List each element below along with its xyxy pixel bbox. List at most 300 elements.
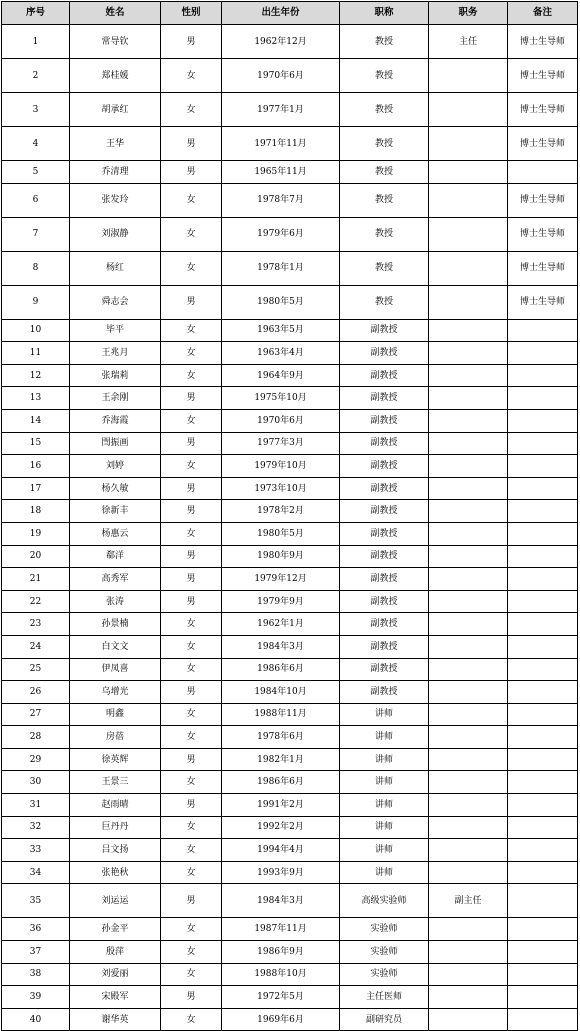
table-row bbox=[2, 816, 578, 839]
cell-gender: 男 bbox=[161, 127, 222, 161]
table-row bbox=[2, 217, 578, 251]
cell-index: 14 bbox=[2, 409, 70, 432]
cell-note bbox=[508, 590, 578, 613]
cell-title: 讲师 bbox=[340, 771, 429, 794]
cell-position bbox=[429, 93, 508, 127]
cell-birth: 1984年3月 bbox=[222, 884, 340, 918]
cell-gender: 男 bbox=[161, 477, 222, 500]
cell-birth: 1977年3月 bbox=[222, 432, 340, 455]
cell-name: 杨久敏 bbox=[70, 477, 161, 500]
cell-name: 杨惠云 bbox=[70, 522, 161, 545]
cell-index: 31 bbox=[2, 794, 70, 817]
cell-position bbox=[429, 477, 508, 500]
cell-birth: 1973年10月 bbox=[222, 477, 340, 500]
cell-position bbox=[429, 590, 508, 613]
cell-note bbox=[508, 918, 578, 941]
table-row bbox=[2, 455, 578, 478]
cell-name: 徐新丰 bbox=[70, 500, 161, 523]
cell-title: 讲师 bbox=[340, 748, 429, 771]
cell-name: 房蓓 bbox=[70, 726, 161, 749]
cell-name: 伊凤喜 bbox=[70, 658, 161, 681]
table-row bbox=[2, 93, 578, 127]
table-row bbox=[2, 545, 578, 568]
cell-gender: 男 bbox=[161, 25, 222, 59]
cell-note bbox=[508, 342, 578, 365]
cell-gender: 男 bbox=[161, 285, 222, 319]
cell-name: 毕平 bbox=[70, 319, 161, 342]
cell-index: 15 bbox=[2, 432, 70, 455]
cell-birth: 1975年10月 bbox=[222, 387, 340, 410]
cell-position bbox=[429, 941, 508, 964]
cell-position bbox=[429, 986, 508, 1009]
cell-position bbox=[429, 568, 508, 591]
cell-index: 40 bbox=[2, 1008, 70, 1031]
cell-gender: 女 bbox=[161, 816, 222, 839]
cell-birth: 1963年5月 bbox=[222, 319, 340, 342]
cell-index: 3 bbox=[2, 93, 70, 127]
cell-title: 副教授 bbox=[340, 613, 429, 636]
cell-title: 讲师 bbox=[340, 726, 429, 749]
cell-note bbox=[508, 658, 578, 681]
cell-note bbox=[508, 387, 578, 410]
cell-position bbox=[429, 681, 508, 704]
cell-title: 实验师 bbox=[340, 963, 429, 986]
table-row bbox=[2, 1008, 578, 1031]
header-note: 备注 bbox=[508, 2, 578, 25]
cell-title: 教授 bbox=[340, 285, 429, 319]
table-row bbox=[2, 387, 578, 410]
cell-gender: 女 bbox=[161, 319, 222, 342]
cell-index: 1 bbox=[2, 25, 70, 59]
table-row bbox=[2, 794, 578, 817]
cell-note bbox=[508, 613, 578, 636]
header-title: 职称 bbox=[340, 2, 429, 25]
cell-title: 副教授 bbox=[340, 319, 429, 342]
cell-name: 常导钦 bbox=[70, 25, 161, 59]
cell-birth: 1979年12月 bbox=[222, 568, 340, 591]
cell-title: 副教授 bbox=[340, 590, 429, 613]
table-row bbox=[2, 285, 578, 319]
header-birth: 出生年份 bbox=[222, 2, 340, 25]
cell-title: 讲师 bbox=[340, 861, 429, 884]
cell-note bbox=[508, 568, 578, 591]
cell-name: 舜志会 bbox=[70, 285, 161, 319]
cell-index: 7 bbox=[2, 217, 70, 251]
header-row bbox=[2, 2, 578, 25]
cell-position bbox=[429, 161, 508, 184]
cell-birth: 1994年4月 bbox=[222, 839, 340, 862]
cell-index: 21 bbox=[2, 568, 70, 591]
cell-index: 22 bbox=[2, 590, 70, 613]
cell-index: 37 bbox=[2, 941, 70, 964]
cell-gender: 女 bbox=[161, 364, 222, 387]
cell-index: 32 bbox=[2, 816, 70, 839]
cell-note bbox=[508, 409, 578, 432]
cell-gender: 女 bbox=[161, 342, 222, 365]
cell-birth: 1988年10月 bbox=[222, 963, 340, 986]
cell-position bbox=[429, 861, 508, 884]
cell-gender: 男 bbox=[161, 884, 222, 918]
cell-birth: 1979年6月 bbox=[222, 217, 340, 251]
cell-note: 博士生导师 bbox=[508, 251, 578, 285]
cell-note bbox=[508, 477, 578, 500]
cell-name: 王华 bbox=[70, 127, 161, 161]
cell-title: 副教授 bbox=[340, 545, 429, 568]
cell-note bbox=[508, 748, 578, 771]
cell-note bbox=[508, 319, 578, 342]
table-row bbox=[2, 703, 578, 726]
cell-birth: 1988年11月 bbox=[222, 703, 340, 726]
cell-title: 实验师 bbox=[340, 918, 429, 941]
cell-birth: 1962年12月 bbox=[222, 25, 340, 59]
table-row bbox=[2, 127, 578, 161]
cell-note: 博士生导师 bbox=[508, 59, 578, 93]
cell-birth: 1978年6月 bbox=[222, 726, 340, 749]
cell-birth: 1979年10月 bbox=[222, 455, 340, 478]
cell-title: 副教授 bbox=[340, 409, 429, 432]
cell-gender: 女 bbox=[161, 59, 222, 93]
cell-note bbox=[508, 545, 578, 568]
cell-index: 39 bbox=[2, 986, 70, 1009]
cell-gender: 女 bbox=[161, 703, 222, 726]
cell-note bbox=[508, 364, 578, 387]
cell-index: 19 bbox=[2, 522, 70, 545]
cell-title: 实验师 bbox=[340, 941, 429, 964]
staff-table bbox=[1, 1, 578, 1031]
cell-gender: 男 bbox=[161, 387, 222, 410]
cell-index: 24 bbox=[2, 635, 70, 658]
cell-note: 博士生导师 bbox=[508, 93, 578, 127]
cell-name: 乔清理 bbox=[70, 161, 161, 184]
cell-title: 讲师 bbox=[340, 816, 429, 839]
cell-position bbox=[429, 522, 508, 545]
cell-note bbox=[508, 794, 578, 817]
cell-name: 胡承红 bbox=[70, 93, 161, 127]
header-name: 姓名 bbox=[70, 2, 161, 25]
cell-note bbox=[508, 455, 578, 478]
cell-title: 教授 bbox=[340, 127, 429, 161]
cell-index: 9 bbox=[2, 285, 70, 319]
cell-index: 28 bbox=[2, 726, 70, 749]
cell-name: 徐英辉 bbox=[70, 748, 161, 771]
cell-title: 教授 bbox=[340, 25, 429, 59]
cell-title: 副教授 bbox=[340, 387, 429, 410]
cell-gender: 女 bbox=[161, 217, 222, 251]
table-row bbox=[2, 918, 578, 941]
cell-title: 讲师 bbox=[340, 794, 429, 817]
cell-birth: 1965年11月 bbox=[222, 161, 340, 184]
cell-birth: 1980年9月 bbox=[222, 545, 340, 568]
cell-birth: 1984年3月 bbox=[222, 635, 340, 658]
cell-index: 25 bbox=[2, 658, 70, 681]
cell-index: 29 bbox=[2, 748, 70, 771]
cell-note bbox=[508, 861, 578, 884]
cell-name: 王兆月 bbox=[70, 342, 161, 365]
cell-title: 副教授 bbox=[340, 342, 429, 365]
cell-name: 张涛 bbox=[70, 590, 161, 613]
cell-note bbox=[508, 963, 578, 986]
cell-gender: 女 bbox=[161, 455, 222, 478]
cell-birth: 1969年6月 bbox=[222, 1008, 340, 1031]
cell-gender: 女 bbox=[161, 635, 222, 658]
cell-position bbox=[429, 658, 508, 681]
cell-index: 35 bbox=[2, 884, 70, 918]
cell-birth: 1987年11月 bbox=[222, 918, 340, 941]
cell-index: 18 bbox=[2, 500, 70, 523]
cell-name: 刘爱丽 bbox=[70, 963, 161, 986]
header-position: 职务 bbox=[429, 2, 508, 25]
table-row bbox=[2, 477, 578, 500]
cell-title: 副教授 bbox=[340, 568, 429, 591]
cell-index: 36 bbox=[2, 918, 70, 941]
cell-index: 17 bbox=[2, 477, 70, 500]
table-row bbox=[2, 59, 578, 93]
cell-birth: 1986年6月 bbox=[222, 771, 340, 794]
cell-title: 教授 bbox=[340, 161, 429, 184]
cell-title: 教授 bbox=[340, 59, 429, 93]
cell-gender: 男 bbox=[161, 161, 222, 184]
table-row bbox=[2, 986, 578, 1009]
cell-name: 孙金平 bbox=[70, 918, 161, 941]
cell-index: 34 bbox=[2, 861, 70, 884]
cell-title: 副教授 bbox=[340, 500, 429, 523]
cell-position bbox=[429, 500, 508, 523]
cell-position bbox=[429, 839, 508, 862]
table-row bbox=[2, 522, 578, 545]
cell-gender: 女 bbox=[161, 183, 222, 217]
cell-position bbox=[429, 918, 508, 941]
cell-position bbox=[429, 726, 508, 749]
cell-gender: 女 bbox=[161, 1008, 222, 1031]
cell-birth: 1962年1月 bbox=[222, 613, 340, 636]
cell-note bbox=[508, 986, 578, 1009]
cell-name: 张发玲 bbox=[70, 183, 161, 217]
cell-note bbox=[508, 635, 578, 658]
cell-title: 教授 bbox=[340, 93, 429, 127]
cell-name: 赵雨晴 bbox=[70, 794, 161, 817]
cell-index: 26 bbox=[2, 681, 70, 704]
table-row bbox=[2, 25, 578, 59]
table-row bbox=[2, 613, 578, 636]
cell-birth: 1978年7月 bbox=[222, 183, 340, 217]
cell-birth: 1986年9月 bbox=[222, 941, 340, 964]
cell-index: 5 bbox=[2, 161, 70, 184]
cell-position bbox=[429, 183, 508, 217]
cell-birth: 1978年1月 bbox=[222, 251, 340, 285]
cell-note bbox=[508, 161, 578, 184]
cell-name: 杨红 bbox=[70, 251, 161, 285]
cell-position bbox=[429, 217, 508, 251]
cell-name: 刘运运 bbox=[70, 884, 161, 918]
cell-title: 教授 bbox=[340, 183, 429, 217]
cell-gender: 女 bbox=[161, 861, 222, 884]
cell-gender: 女 bbox=[161, 918, 222, 941]
table-row bbox=[2, 963, 578, 986]
cell-position bbox=[429, 387, 508, 410]
cell-birth: 1970年6月 bbox=[222, 409, 340, 432]
cell-title: 副研究员 bbox=[340, 1008, 429, 1031]
cell-position bbox=[429, 432, 508, 455]
cell-note bbox=[508, 703, 578, 726]
cell-birth: 1992年2月 bbox=[222, 816, 340, 839]
cell-position bbox=[429, 455, 508, 478]
cell-gender: 男 bbox=[161, 500, 222, 523]
cell-birth: 1979年9月 bbox=[222, 590, 340, 613]
cell-gender: 女 bbox=[161, 839, 222, 862]
cell-position: 副主任 bbox=[429, 884, 508, 918]
table-row bbox=[2, 364, 578, 387]
cell-position bbox=[429, 1008, 508, 1031]
cell-title: 副教授 bbox=[340, 681, 429, 704]
cell-note bbox=[508, 816, 578, 839]
table-row bbox=[2, 342, 578, 365]
cell-title: 主任医师 bbox=[340, 986, 429, 1009]
cell-index: 10 bbox=[2, 319, 70, 342]
cell-gender: 男 bbox=[161, 794, 222, 817]
cell-gender: 女 bbox=[161, 251, 222, 285]
cell-note bbox=[508, 432, 578, 455]
table-row bbox=[2, 748, 578, 771]
cell-note: 博士生导师 bbox=[508, 25, 578, 59]
cell-gender: 男 bbox=[161, 590, 222, 613]
cell-note: 博士生导师 bbox=[508, 127, 578, 161]
cell-note bbox=[508, 500, 578, 523]
cell-gender: 女 bbox=[161, 963, 222, 986]
cell-gender: 女 bbox=[161, 93, 222, 127]
cell-position bbox=[429, 635, 508, 658]
table-row bbox=[2, 432, 578, 455]
cell-index: 38 bbox=[2, 963, 70, 986]
staff-table-sheet bbox=[1, 1, 578, 1031]
table-row bbox=[2, 681, 578, 704]
cell-note bbox=[508, 1008, 578, 1031]
cell-position bbox=[429, 545, 508, 568]
cell-gender: 女 bbox=[161, 941, 222, 964]
cell-position bbox=[429, 963, 508, 986]
cell-position bbox=[429, 319, 508, 342]
cell-birth: 1991年2月 bbox=[222, 794, 340, 817]
cell-position bbox=[429, 127, 508, 161]
cell-name: 宋殿军 bbox=[70, 986, 161, 1009]
table-row bbox=[2, 884, 578, 918]
cell-birth: 1964年9月 bbox=[222, 364, 340, 387]
cell-position bbox=[429, 794, 508, 817]
cell-birth: 1970年6月 bbox=[222, 59, 340, 93]
table-row bbox=[2, 183, 578, 217]
cell-index: 23 bbox=[2, 613, 70, 636]
cell-position bbox=[429, 364, 508, 387]
cell-title: 副教授 bbox=[340, 477, 429, 500]
cell-index: 33 bbox=[2, 839, 70, 862]
cell-name: 郗洋 bbox=[70, 545, 161, 568]
cell-birth: 1986年6月 bbox=[222, 658, 340, 681]
cell-note bbox=[508, 839, 578, 862]
cell-note: 博士生导师 bbox=[508, 285, 578, 319]
cell-name: 白文文 bbox=[70, 635, 161, 658]
cell-title: 副教授 bbox=[340, 364, 429, 387]
cell-name: 郑桂媛 bbox=[70, 59, 161, 93]
table-row bbox=[2, 839, 578, 862]
cell-gender: 男 bbox=[161, 681, 222, 704]
cell-title: 副教授 bbox=[340, 432, 429, 455]
cell-name: 明鑫 bbox=[70, 703, 161, 726]
cell-birth: 1980年5月 bbox=[222, 285, 340, 319]
cell-index: 16 bbox=[2, 455, 70, 478]
cell-position bbox=[429, 285, 508, 319]
cell-title: 高级实验师 bbox=[340, 884, 429, 918]
cell-name: 王景三 bbox=[70, 771, 161, 794]
cell-name: 张瑞莉 bbox=[70, 364, 161, 387]
cell-name: 殷萍 bbox=[70, 941, 161, 964]
cell-title: 副教授 bbox=[340, 658, 429, 681]
cell-note bbox=[508, 522, 578, 545]
cell-position bbox=[429, 251, 508, 285]
cell-gender: 女 bbox=[161, 613, 222, 636]
cell-gender: 女 bbox=[161, 658, 222, 681]
cell-position bbox=[429, 613, 508, 636]
table-row bbox=[2, 319, 578, 342]
cell-birth: 1971年11月 bbox=[222, 127, 340, 161]
cell-birth: 1993年9月 bbox=[222, 861, 340, 884]
table-row bbox=[2, 941, 578, 964]
cell-title: 副教授 bbox=[340, 455, 429, 478]
header-gender: 性别 bbox=[161, 2, 222, 25]
cell-name: 巨丹丹 bbox=[70, 816, 161, 839]
cell-title: 副教授 bbox=[340, 635, 429, 658]
cell-name: 吕文扬 bbox=[70, 839, 161, 862]
cell-position: 主任 bbox=[429, 25, 508, 59]
cell-index: 2 bbox=[2, 59, 70, 93]
cell-note bbox=[508, 884, 578, 918]
cell-note: 博士生导师 bbox=[508, 183, 578, 217]
cell-gender: 女 bbox=[161, 522, 222, 545]
cell-position bbox=[429, 816, 508, 839]
cell-index: 6 bbox=[2, 183, 70, 217]
table-row bbox=[2, 409, 578, 432]
cell-gender: 男 bbox=[161, 545, 222, 568]
cell-title: 教授 bbox=[340, 217, 429, 251]
cell-index: 11 bbox=[2, 342, 70, 365]
cell-gender: 男 bbox=[161, 432, 222, 455]
cell-name: 乔海霞 bbox=[70, 409, 161, 432]
cell-note bbox=[508, 941, 578, 964]
cell-name: 张艳秋 bbox=[70, 861, 161, 884]
cell-birth: 1978年2月 bbox=[222, 500, 340, 523]
cell-note bbox=[508, 771, 578, 794]
cell-index: 30 bbox=[2, 771, 70, 794]
cell-gender: 男 bbox=[161, 568, 222, 591]
table-row bbox=[2, 590, 578, 613]
cell-title: 副教授 bbox=[340, 522, 429, 545]
cell-birth: 1982年1月 bbox=[222, 748, 340, 771]
table-row bbox=[2, 568, 578, 591]
table-row bbox=[2, 251, 578, 285]
table-row bbox=[2, 500, 578, 523]
cell-gender: 女 bbox=[161, 771, 222, 794]
cell-birth: 1984年10月 bbox=[222, 681, 340, 704]
cell-birth: 1963年4月 bbox=[222, 342, 340, 365]
cell-note: 博士生导师 bbox=[508, 217, 578, 251]
cell-name: 乌增光 bbox=[70, 681, 161, 704]
cell-position bbox=[429, 748, 508, 771]
cell-name: 刘淑静 bbox=[70, 217, 161, 251]
cell-gender: 男 bbox=[161, 986, 222, 1009]
cell-title: 讲师 bbox=[340, 839, 429, 862]
cell-name: 高秀军 bbox=[70, 568, 161, 591]
cell-title: 讲师 bbox=[340, 703, 429, 726]
cell-position bbox=[429, 342, 508, 365]
cell-name: 閆振画 bbox=[70, 432, 161, 455]
